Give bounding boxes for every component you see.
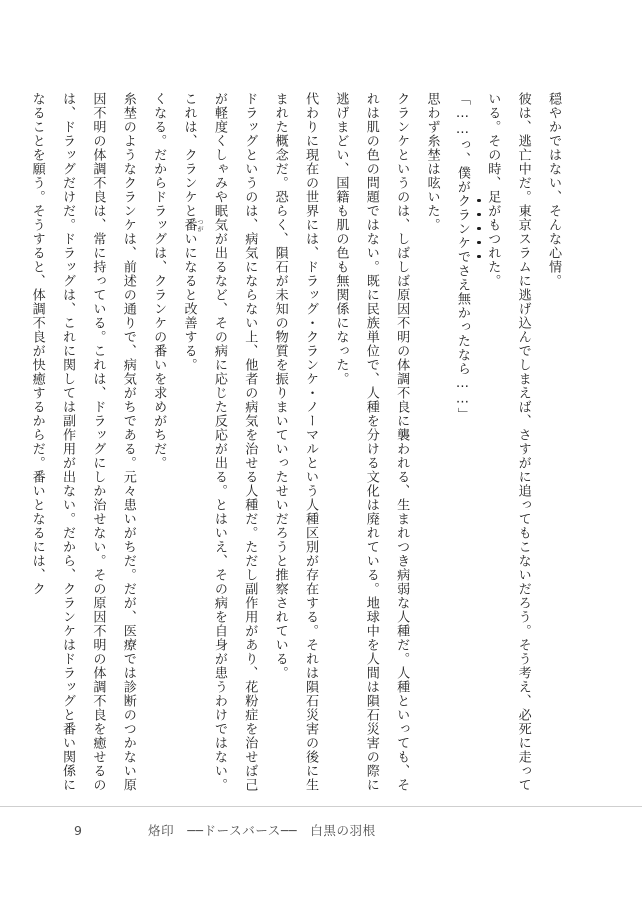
body-text-vertical — [29, 92, 568, 792]
paragraph: 彼は、逃亡中だ。東京スラムに逃げ込んでしまえば、さすがに追ってもこないだろう。そう考え、必死に走っている。その時、足がもつれた。 — [485, 92, 531, 792]
paragraph: 思わず糸埜は呟いた。 — [424, 92, 440, 232]
paragraph: 代わりに現在の世界には、ドラッグ・クランケ・ノーマルという人種区別が存在する。それは隕石災害の後に生まれた概念だ。恐らく、隕石が未知の物質を振りまいていったせいだろうと推察されている。 — [272, 92, 318, 792]
emphasis-text: クランケで — [455, 194, 470, 264]
ruby-annotation: 番 つが — [181, 218, 203, 232]
paragraph: 糸埜のようなクランケは、前述の通りで、病気がちである。元々患いがちだ。だが、医療では診断のつかない原因不明の体調不良は、常に持っている。これは、ドラッグにしか治せない。その原因不明の体調不良を癒せるのは、ドラッグだけだ。ドラッグは、これに関しては副作用が出ない。だから、クランケはドラッグと番い関係になることを願う。そうすると、体調不良が快癒するからだ。番いとなるには、ク — [29, 92, 136, 792]
footer-divider — [0, 806, 642, 807]
page-number: 9 — [74, 822, 82, 838]
paragraph: くなる。だからドラッグは、クランケの番いを求めがちだ。 — [151, 92, 167, 470]
paragraph: 穏やかではない、そんな心情。 — [546, 92, 561, 288]
paragraph: ドラッグというのは、病気にならない上、他者の病気を治せる人種だ。ただし副作用があり、花粉症を治せば己が軽度くしゃみや眠気が出るなど、その病に応じた反応が出る。とはいえ、その病を自身が患うわけではない。これは、クランケと番 つがいになると改善する。 — [181, 92, 258, 792]
page-footer — [74, 818, 568, 842]
book-title: 烙印 ──ドースバース── 白黒の羽根 — [148, 823, 376, 838]
paragraph: クランケというのは、しばしば原因不明の体調不良に襲われる、生まれつき病弱な人種だ。人種といっても、それは肌の色の問題ではない。既に民族単位で、人種を分ける文化は廃れている。地球中を人間は隕石災害の際に逃げまどい、国籍も肌の色も無関係になった。 — [333, 92, 410, 792]
paragraph: 「……っ、僕がクランケでさえ無かったなら……」 — [447, 92, 477, 792]
